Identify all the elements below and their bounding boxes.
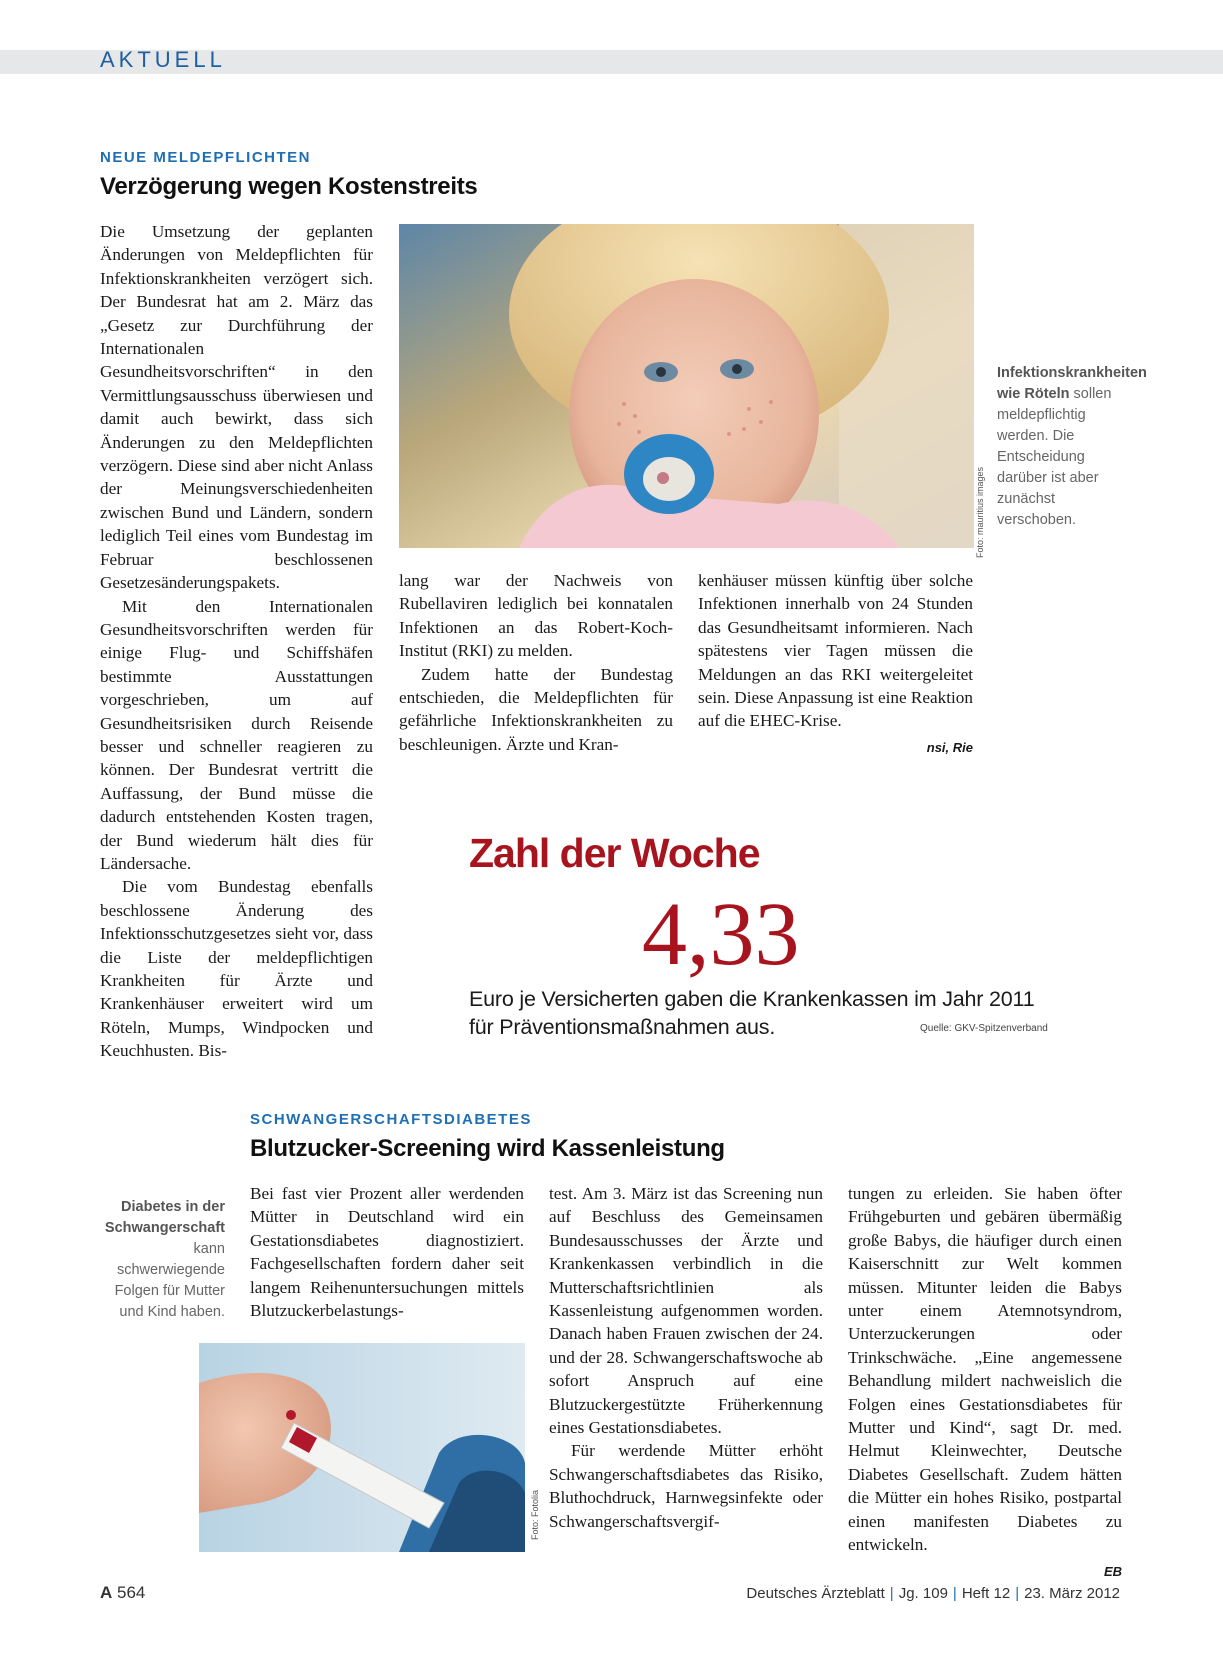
article1-col2-paragraph-1: lang war der Nachweis von Rubellaviren lediglich bei konnatalen Infektionen an das Robert-Koch-Institut (RKI) zu melden. [399,571,673,661]
article1-col3-paragraph-1: kenhäuser müssen künftig über solche Infektionen innerhalb von 24 Stunden das Gesundheitsamt informieren. Nach spätestens vier Tagen müssen die Meldungen an das RKI weitergeleitet sein. Diese Anpassung ist eine Reaktion auf die EHEC-Krise. [698,571,973,731]
zahl-der-woche-title: Zahl der Woche [469,830,760,876]
footer-issue-info [746,1585,1120,1602]
article1-col2-paragraph-2: Zudem hatte der Bundestag entschieden, die Meldepflichten für gefährliche Infektionskrankheiten zu beschleunigen. Ärzte und Kran- [399,664,673,754]
article1-caption-text: sollen meldepflichtig werden. Die Entscheidung darüber ist aber zunächst verschoben. [997,386,1112,528]
article2-column-2 [549,1182,823,1533]
footer-date: 23. März 2012 [1024,1585,1120,1602]
article2-column-3 [848,1182,1122,1583]
footer-separator: | [1015,1585,1020,1602]
article1-col1-paragraph-3: Die vom Bundestag ebenfalls beschlossene Änderung des Infektionsschutzgesetzes sieht vor, dass die Liste der meldepflichtigen Krankheiten für Ärzte und Krankenhäuser erweitert wird um Röteln, Mumps, Windpocken und Keuchhusten. Bis- [100,877,373,1061]
zahl-der-woche-text-line-2: für Präventionsmaßnahmen aus. [469,1015,776,1039]
article1-column-1 [100,220,373,1063]
article2-col2-paragraph-1: test. Am 3. März ist das Screening nun auf Beschluss des Gemeinsamen Bundesausschusses der Ärzte und Krankenkassen verbindlich in die Mutterschaftsrichtlinien als Kassenleistung aufgenommen worden. Danach haben Frauen zwischen der 24. und der 28. Schwangerschaftswoche ab sofort Anspruch auf eine Blutzuckergestützte Früherkennung eines Gestationsdiabetes. [549,1184,823,1438]
blood-glucose-test-photo [199,1343,525,1552]
page-prefix: A [100,1583,113,1602]
article1-caption [997,363,1147,531]
article1-column-2 [399,569,673,756]
footer-separator: | [952,1585,957,1602]
footer-issue: Heft 12 [961,1585,1011,1602]
article2-photo-credit: Foto: Fotolia [530,1490,540,1541]
section-rubric: AKTUELL [100,47,226,72]
article2-col3-paragraph-1: tungen zu erleiden. Sie haben öfter Frühgeburten und gebären übermäßig große Babys, die häufiger durch einen Kaiserschnitt zur Welt kommen müssen. Mitunter leiden die Babys unter einem Atemnotsyndrom, Unterzuckerungen oder Trinkschwäche. „Eine angemessene Behandlung mildert nachweislich die Folgen eines Gestationsdiabetes für Mutter und Kind“, sagt Dr. med. Helmut Kleinwechter, Deutsche Diabetes Gesellschaft. Zudem hätten die Mütter ein hohes Risiko, postpartal einen manifesten Diabetes zu entwickeln. [848,1184,1122,1555]
footer-journal: Deutsches Ärzteblatt [746,1585,885,1602]
footer-separator: | [889,1585,894,1602]
article2-caption [95,1197,225,1323]
article2-col1-paragraph-1: Bei fast vier Prozent aller werdenden Mütter in Deutschland wird ein Gestationsdiabetes diagnostiziert. Fachgesellschaften fordern daher seit langem Reihenuntersuchungen mittels Blutzuckerbelastungs- [250,1184,524,1321]
article2-column-1 [250,1182,524,1322]
article1-caption-title: Infektionskrankheiten wie Röteln [997,365,1147,402]
article2-signature: EB [1103,1563,1122,1579]
zahl-der-woche-number: 4,33 [642,885,800,984]
footer-volume: Jg. 109 [898,1585,948,1602]
article1-column-3 [698,569,973,759]
page-number-value: 564 [117,1583,146,1602]
article1-photo-credit: Foto: mauritius images [975,467,985,559]
page-number [100,1583,145,1603]
article1-signature: nsi, Rie [926,739,973,755]
article2-caption-title: Diabetes in der Schwangerschaft [104,1199,225,1236]
article1-kicker: NEUE MELDEPFLICHTEN [100,149,312,166]
zahl-der-woche-source: Quelle: GKV-Spitzenverband [920,1023,1048,1034]
child-rash-photo [399,224,974,548]
article2-col2-paragraph-2: Für werdende Mütter erhöht Schwangerschaftsdiabetes das Risiko, Bluthochdruck, Harnwegsinfekte oder Schwangerschaftsvergif- [549,1441,823,1531]
article2-headline: Blutzucker-Screening wird Kassenleistung [250,1135,725,1162]
article1-col1-paragraph-1: Die Umsetzung der geplanten Änderungen von Meldepflichten für Infektionskrankheiten verzögert sich. Der Bundesrat hat am 2. März das „Gesetz zur Durchführung der Internationalen Gesundheitsvorschriften“ in den Vermittlungsausschuss überwiesen und damit auch bewirkt, dass sich Änderungen zu den Meldepflichten verzögern. Diese sind aber nicht Anlass der Meinungsverschiedenheiten zwischen Bund und Ländern, sondern lediglich Teil eines vom Bundestag im Februar beschlossenen Gesetzesänderungspakets. [100,222,373,593]
article1-headline: Verzögerung wegen Kostenstreits [100,173,478,200]
article2-kicker: SCHWANGERSCHAFTSDIABETES [250,1111,532,1128]
article1-col1-paragraph-2: Mit den Internationalen Gesundheitsvorschriften werden für einige Flug- und Schiffshäfen bestimmte Ausstattungen vorgeschrieben, um auf Gesundheitsrisiken durch Reisende besser und schneller reagieren zu können. Der Bundesrat vertritt die Auffassung, der Bund müsse die dadurch entstehenden Kosten tragen, der Bund wiederum hält dies für Ländersache. [100,596,373,873]
zahl-der-woche-text-line-1: Euro je Versicherten gaben die Krankenkassen im Jahr 2011 [469,987,1035,1011]
article2-caption-text: kann schwerwiegende Folgen für Mutter und Kind haben. [114,1241,225,1320]
